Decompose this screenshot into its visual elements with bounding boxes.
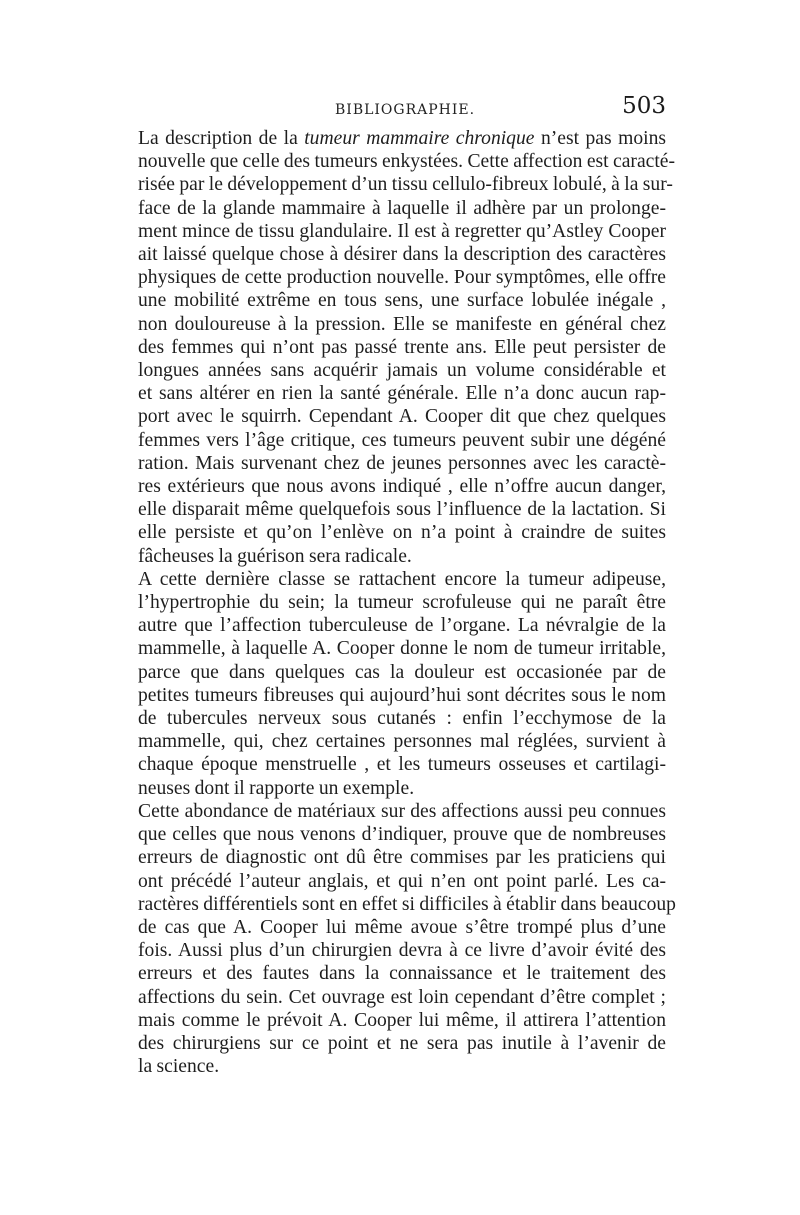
text-line: une mobilité extrême en tous sens, une surface lobulée inégale ,	[138, 290, 666, 312]
body-text	[138, 127, 676, 1078]
text-line: Cette abondance de matériaux sur des affections aussi peu connues	[138, 800, 666, 822]
text-line: ration. Mais survenant chez de jeunes personnes avec les caractè-	[138, 452, 666, 474]
text-line: elle disparait même quelquefois sous l’influence de la lactation. Si	[138, 499, 666, 521]
text-line: des chirurgiens sur ce point et ne sera pas inutile à l’avenir de	[138, 1032, 666, 1054]
running-title: BIBLIOGRAPHIE.	[335, 102, 476, 118]
text-line: chaque époque menstruelle , et les tumeurs osseuses et cartilagi-	[138, 754, 666, 776]
text-line: port avec le squirrh. Cependant A. Cooper dit que chez quelques	[138, 406, 666, 428]
text-line: ont précédé l’auteur anglais, et qui n’en ont point parlé. Les ca-	[138, 870, 666, 892]
text-line: parce que dans quelques cas la douleur est occasionée par de	[138, 661, 666, 683]
paragraph-2	[138, 568, 666, 800]
text-line: erreurs et des fautes dans la connaissance et le traitement des	[138, 963, 666, 985]
text-line: affections du sein. Cet ouvrage est loin cependant d’être complet ;	[138, 986, 666, 1008]
text-line: face de la glande mammaire à laquelle il adhère par un prolonge-	[138, 197, 666, 219]
text-line: mammelle, à laquelle A. Cooper donne le nom de tumeur irritable,	[138, 638, 666, 660]
text-line: l’hypertrophie du sein; la tumeur scrofuleuse qui ne paraît être	[138, 592, 666, 614]
text-line: neuses dont il rapporte un exemple.	[138, 777, 415, 799]
text-line: mammelle, qui, chez certaines personnes mal réglées, survient à	[138, 731, 666, 753]
text-line: fâcheuses la guérison sera radicale.	[138, 545, 412, 567]
text-line: femmes vers l’âge critique, ces tumeurs peuvent subir une dégéné	[138, 429, 666, 451]
text-line: ractères différentiels sont en effet si difficiles à établir dans beaucoup	[138, 893, 676, 915]
text-line: et sans altérer en rien la santé générale. Elle n’a donc aucun rap-	[138, 383, 666, 405]
text-line: des femmes qui n’ont pas passé trente ans. Elle peut persister de	[138, 336, 666, 358]
text-line: la science.	[138, 1056, 220, 1078]
text-line: longues années sans acquérir jamais un volume considérable et	[138, 360, 666, 382]
text-line: elle persiste et qu’on l’enlève on n’a point à craindre de suites	[138, 522, 666, 544]
running-header	[138, 92, 666, 122]
text-line: erreurs de diagnostic ont dû être commises par les praticiens qui	[138, 847, 666, 869]
text-line: mais comme le prévoit A. Cooper lui même, il attirera l’attention	[138, 1009, 666, 1031]
text-line: petites tumeurs fibreuses qui aujourd’hui sont décrites sous le nom	[138, 684, 666, 706]
text-line: res extérieurs que nous avons indiqué , elle n’offre aucun danger,	[138, 476, 666, 498]
text-line: fois. Aussi plus d’un chirurgien devra à ce livre d’avoir évité des	[138, 940, 666, 962]
text-line: que celles que nous venons d’indiquer, prouve que de nombreuses	[138, 824, 666, 846]
page-number: 503	[622, 93, 666, 119]
italic-term: tumeur mammaire chronique	[304, 128, 535, 149]
text-line: nouvelle que celle des tumeurs enkystées. Cette affection est caracté-	[138, 151, 675, 173]
text-line: non douloureuse à la pression. Elle se manifeste en général chez	[138, 313, 666, 335]
text-line: ment mince de tissu glandulaire. Il est à regretter qu’Astley Cooper	[138, 220, 666, 242]
text-line: risée par le développement d’un tissu cellulo-fibreux lobulé, à la sur-	[138, 174, 673, 196]
text-line: La description de la tumeur mammaire chronique n’est pas moins	[138, 128, 666, 149]
text-line: ait laissé quelque chose à désirer dans la description des caractères	[138, 244, 666, 266]
text-line: autre que l’affection tuberculeuse de l’organe. La névralgie de la	[138, 615, 666, 637]
text-line: de cas que A. Cooper lui même avoue s’être trompé plus d’une	[138, 916, 666, 938]
paragraph-1	[138, 127, 675, 568]
paragraph-3	[138, 800, 676, 1078]
text-line: de tubercules nerveux sous cutanés : enfin l’ecchymose de la	[138, 708, 666, 730]
text-line: A cette dernière classe se rattachent encore la tumeur adipeuse,	[138, 568, 666, 590]
text-line: physiques de cette production nouvelle. Pour symptômes, elle offre	[138, 267, 666, 289]
